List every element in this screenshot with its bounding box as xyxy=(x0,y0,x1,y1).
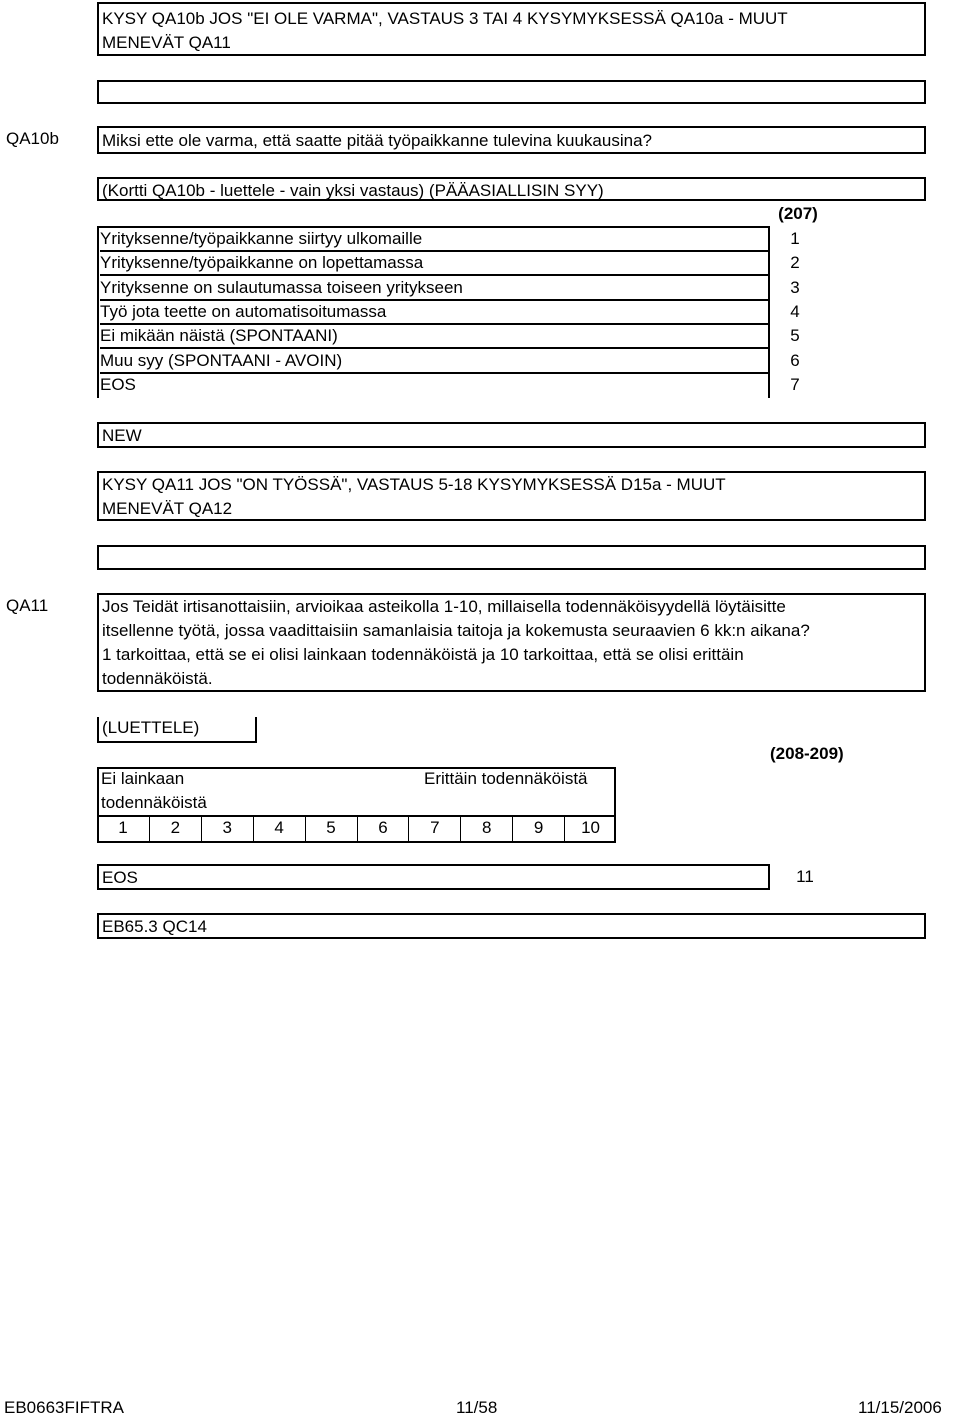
scale-value-10: 10 xyxy=(564,815,616,841)
column-code-qa11: (208-209) xyxy=(770,744,844,763)
question-qa10b-text: Miksi ette ole varma, että saatte pitää työpaikkanne tulevina kuukausina? xyxy=(102,131,652,150)
scale-value-1: 1 xyxy=(118,818,128,837)
question-text-qa11 xyxy=(97,593,926,692)
instruction-qa10b-text: (Kortti QA10b - luettele - vain yksi vastaus) (PÄÄASIALLISIN SYY) xyxy=(102,181,604,200)
option-label: Yrityksenne/työpaikkanne on lopettamassa xyxy=(100,252,768,276)
scale-labels-box xyxy=(97,767,616,817)
option-label: Muu syy (SPONTAANI - AVOIN) xyxy=(100,350,768,374)
question-id-qa10b: QA10b xyxy=(6,129,59,148)
qa11-line-2: itsellenne työtä, jossa vaadittaisiin samanlaisia taitoja ja kokemusta seuraavien 6 kk:n aikana? xyxy=(102,621,810,640)
option-code: 4 xyxy=(790,301,800,321)
option-label: Yrityksenne/työpaikkanne siirtyy ulkomaille xyxy=(100,228,768,252)
filter-instruction-qa10b xyxy=(97,2,926,56)
empty-box-2 xyxy=(97,545,926,570)
scale-value-4: 4 xyxy=(253,815,305,841)
option-label: Yrityksenne on sulautumassa toiseen yritykseen xyxy=(100,277,768,301)
scale-value-6: 6 xyxy=(357,815,409,841)
scale-right-label: Erittäin todennäköistä xyxy=(424,769,588,788)
filter-qa11-line2: MENEVÄT QA12 xyxy=(102,499,233,518)
option-label: Ei mikään näistä (SPONTAANI) xyxy=(100,325,768,349)
option-code: 6 xyxy=(790,350,800,370)
option-code: 2 xyxy=(790,253,800,273)
scale-value-9: 9 xyxy=(512,815,564,841)
option-label: EOS xyxy=(100,374,136,394)
scale-left-label-line2: todennäköistä xyxy=(101,793,207,812)
filter-qa10b-line2: MENEVÄT QA11 xyxy=(102,33,231,52)
scale-value-2: 2 xyxy=(149,815,201,841)
option-code: 1 xyxy=(790,229,800,248)
scale-value-3: 3 xyxy=(201,815,253,841)
footer-page-number: 11/58 xyxy=(456,1398,498,1417)
eos-label-qa11: EOS xyxy=(102,868,138,887)
instruction-qa11-text: (LUETTELE) xyxy=(102,718,200,737)
scale-left-label-line1: Ei lainkaan xyxy=(101,769,185,788)
qa11-line-3: 1 tarkoittaa, että se ei olisi lainkaan todennäköistä ja 10 tarkoittaa, että se olisi erittäin xyxy=(102,645,744,664)
empty-box xyxy=(97,80,926,104)
reference-box xyxy=(97,913,926,939)
instruction-qa11 xyxy=(97,717,257,743)
filter-qa10b-line1: KYSY QA10b JOS "EI OLE VARMA", VASTAUS 3 TAI 4 KYSYMYKSESSÄ QA10a - MUUT xyxy=(102,9,788,28)
footer-date: 11/15/2006 xyxy=(858,1398,942,1417)
question-text-qa10b xyxy=(97,126,926,154)
scale-value-7: 7 xyxy=(408,815,460,841)
scale-value-8: 8 xyxy=(460,815,512,841)
filter-instruction-qa11 xyxy=(97,471,926,521)
qa11-line-4: todennäköistä. xyxy=(102,669,213,688)
reference-text: EB65.3 QC14 xyxy=(102,917,207,936)
option-code: 3 xyxy=(790,277,800,297)
instruction-qa10b xyxy=(97,177,926,201)
question-id-qa11: QA11 xyxy=(6,596,49,615)
scale-value-5: 5 xyxy=(305,815,357,841)
scale-row xyxy=(97,815,616,843)
eos-code-qa11: 11 xyxy=(796,867,814,886)
new-label: NEW xyxy=(102,426,142,445)
filter-qa11-line1: KYSY QA11 JOS "ON TYÖSSÄ", VASTAUS 5-18 KYSYMYKSESSÄ D15a - MUUT xyxy=(102,475,726,494)
new-marker-box xyxy=(97,422,926,448)
option-code: 7 xyxy=(790,374,800,394)
option-label: Työ jota teette on automatisoitumassa xyxy=(100,301,768,325)
eos-box-qa11 xyxy=(97,864,770,890)
qa11-line-1: Jos Teidät irtisanottaisiin, arvioikaa asteikolla 1-10, millaisella todennäköisyydellä löytäisitte xyxy=(102,597,786,616)
option-code: 5 xyxy=(790,326,800,346)
column-code-qa10b: (207) xyxy=(778,204,818,223)
footer-doc-id: EB0663FIFTRA xyxy=(4,1398,124,1417)
